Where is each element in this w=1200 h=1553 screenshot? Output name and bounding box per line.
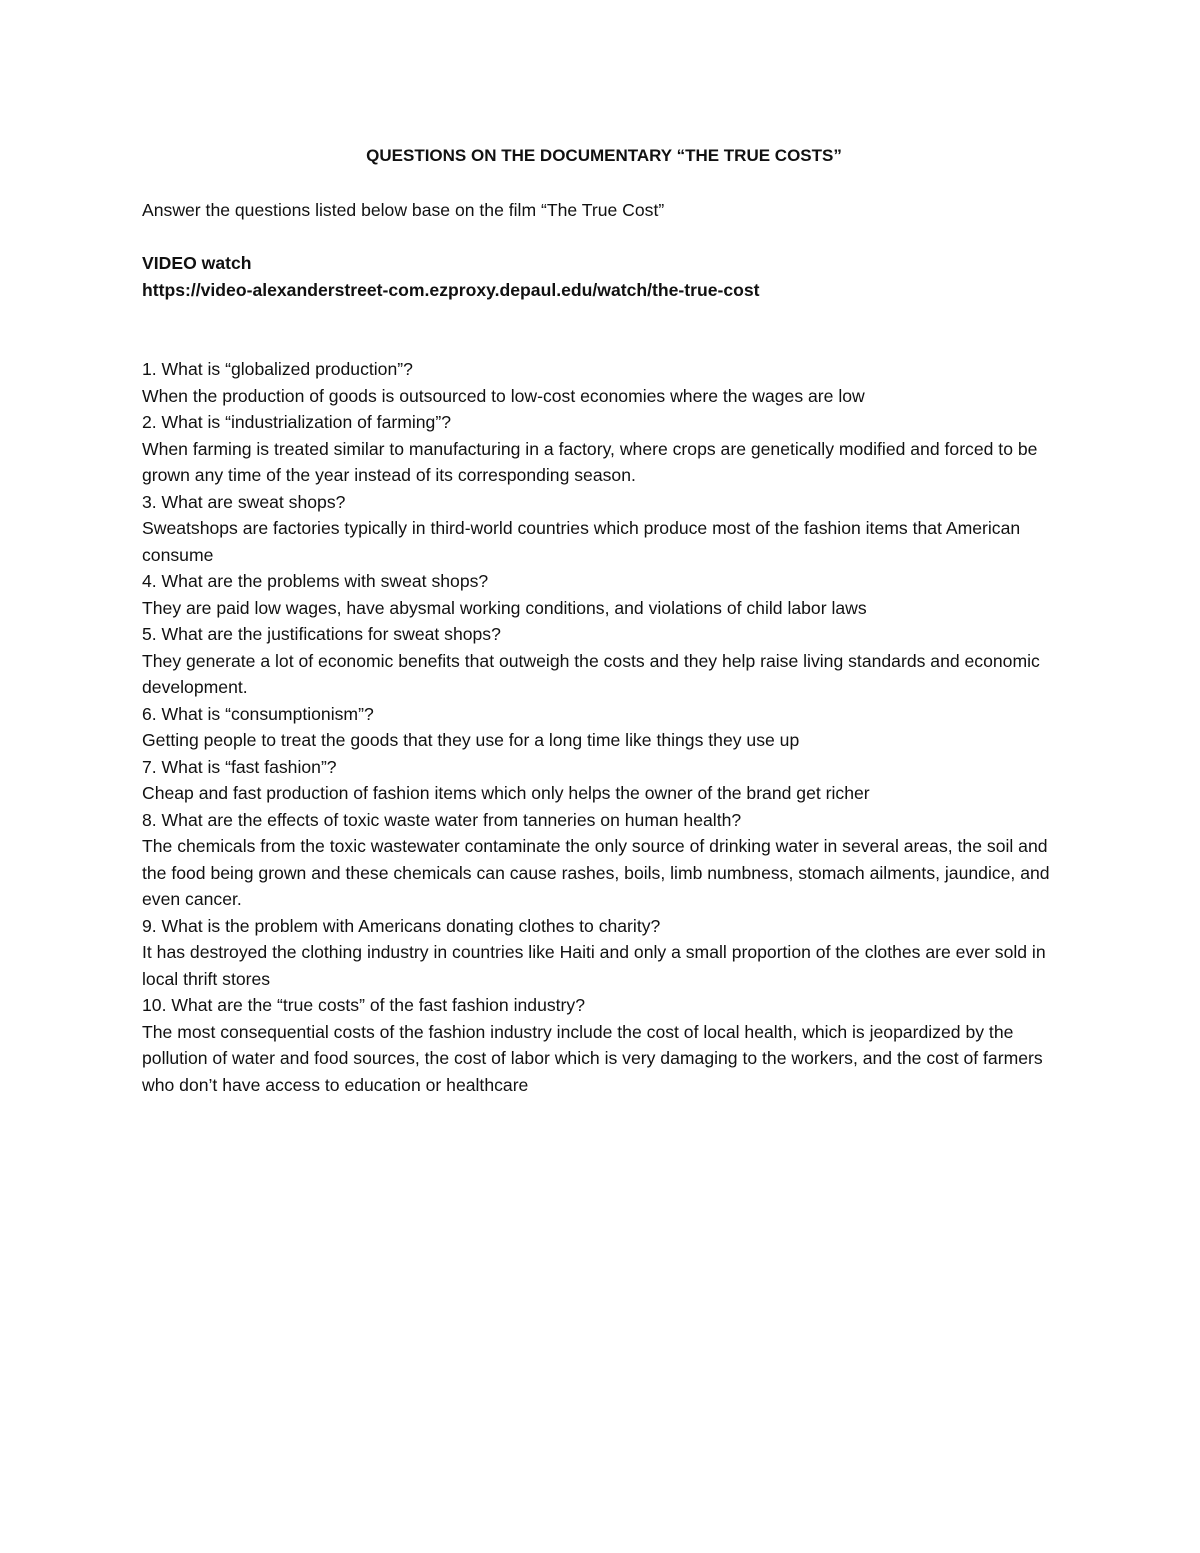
video-url: https://video-alexanderstreet-com.ezproxy.depaul.edu/watch/the-true-cost: [142, 279, 760, 300]
instructions-text: Answer the questions listed below base on the film “The True Cost”: [142, 199, 665, 220]
question-4: 4. What are the problems with sweat shops?: [142, 571, 489, 591]
question-5: 5. What are the justifications for sweat shops?: [142, 624, 501, 644]
answer-5: They generate a lot of economic benefits that outweigh the costs and they help raise living standards and economic development.: [142, 650, 1040, 697]
question-1: 1. What is “globalized production”?: [142, 359, 413, 379]
answer-8: The chemicals from the toxic wastewater contaminate the only source of drinking water in several areas, the soil and the food being grown and these chemicals can cause rashes, boils, limb numbness, stomach ailments, jaundice, and even cancer.: [142, 836, 1050, 909]
question-7: 7. What is “fast fashion”?: [142, 756, 337, 777]
video-section: [142, 250, 1072, 303]
answer-2: When farming is treated similar to manufacturing in a factory, where crops are genetically modified and forced to be grown any time of the year instead of its corresponding season.: [142, 438, 1038, 485]
answer-3: Sweatshops are factories typically in third-world countries which produce most of the fashion items that American consume: [142, 518, 1021, 565]
answer-9: It has destroyed the clothing industry in countries like Haiti and only a small proportion of the clothes are ever sold in local thrift stores: [142, 942, 1046, 989]
answer-10: The most consequential costs of the fashion industry include the cost of local health, which is jeopardized by the pollution of water and food sources, the cost of labor which is very damaging to the workers, and the cost of farmers who don’t have access to education or healthcare: [142, 1021, 1043, 1095]
answer-6: Getting people to treat the goods that they use for a long time like things they use up: [142, 730, 800, 750]
question-10: 10. What are the “true costs” of the fast fashion industry?: [142, 995, 585, 1015]
answer-4: They are paid low wages, have abysmal working conditions, and violations of child labor laws: [142, 597, 867, 618]
question-6: 6. What is “consumptionism”?: [142, 703, 374, 724]
video-label: VIDEO watch: [142, 253, 252, 273]
question-2: 2. What is “industrialization of farming”?: [142, 412, 451, 432]
answer-7: Cheap and fast production of fashion items which only helps the owner of the brand get richer: [142, 783, 870, 803]
document-content: [142, 143, 1072, 1098]
document-title: QUESTIONS ON THE DOCUMENTARY “THE TRUE COSTS”: [366, 146, 842, 165]
question-3: 3. What are sweat shops?: [142, 491, 346, 512]
questions-list: [142, 356, 1072, 1098]
question-9: 9. What is the problem with Americans donating clothes to charity?: [142, 915, 661, 936]
answer-1: When the production of goods is outsourced to low-cost economies where the wages are low: [142, 385, 865, 406]
question-8: 8. What are the effects of toxic waste water from tanneries on human health?: [142, 809, 742, 830]
